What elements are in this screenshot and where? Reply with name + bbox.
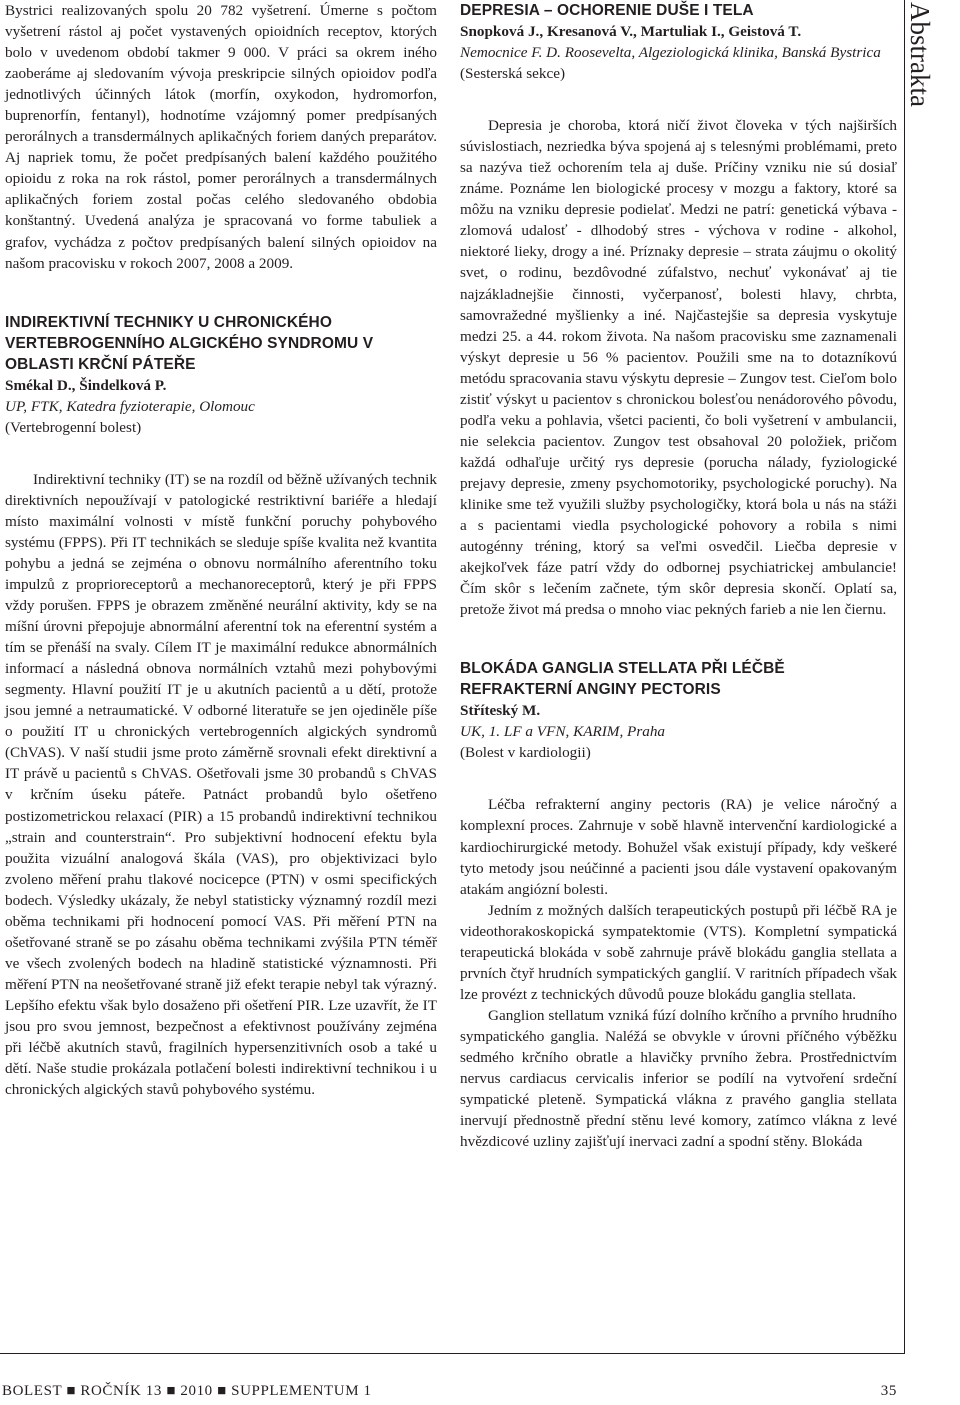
- spacer: [460, 84, 897, 115]
- right-column: [460, 0, 897, 1152]
- page-number: 35: [880, 1383, 897, 1399]
- article-title: DEPRESIA – OCHORENIE DUŠE I TELA: [460, 2, 754, 19]
- footer-rule: [0, 1353, 905, 1354]
- side-tab-label: Abstrakta: [905, 2, 935, 107]
- article-section: (Bolest v kardiologii): [460, 744, 591, 762]
- side-tab: [904, 0, 960, 1353]
- spacer: [460, 763, 897, 794]
- article-authors: Smékal D., Šindelková P.: [5, 376, 167, 394]
- article-affiliation: Nemocnice F. D. Roosevelta, Algeziologická klinika, Banská Bystrica: [460, 44, 881, 62]
- article-paragraph: Depresia je choroba, ktorá ničí život človeka v tých najširších súvislostiach, nezriedka býva spojená aj s telesnými problémami, preto sa nazýva tiež ochorením tela aj duše. Príčiny vzniku nie sú dosiaľ známe. Poznáme len biologické procesy v mozgu a faktory, ktoré sa môžu na vzniku depresie podielať. Medzi ne patrí: genetická výbava - zlomová udalosť - dlhodobý stres - výchova v rodine - alkohol, niektoré lieky, drogy a iné. Príznaky depresie – strata záujmu o okolitý svet, o rodinu, bezdôvodné zúfalstvo, nechuť vykonávať aj tie najzákladnejšie činnosti, vyčerpanosť, bolesti hlavy, chrbta, samovražedné myšlienky a iné. Najčastejšie sa depresia vyskytuje medzi 25. a 44. rokom života. Na našom pracovisku sme zaznamenali výskyt depresie u 56 % pacientov. Použili sme na to dotazníkovú metódu spracovania stavu výskytu depresie – Zungov test. Cieľom bolo zistiť výskyt u pacientov s chronickou bolesťou nenádorového pôvodu, podľa veku a pohlavia, všetci pacienti, čo boli vyšetrení v ambulancii, nie selekcia pacientov. Zungov test obsahoval 20 položiek, pričom každá odhaľuje určitý rys depresie (porucha nálady, fyziologické prejavy depresie, zmeny psychomotoriky, psychologické poruchy). Na klinike sme tež využili služby psychologičky, ktorá bola u nás na stáži a s pacientami viedla psychologické pohovory a robila s nimi autogénny tréning, ktorý sa veľmi osvedčil. Liečba depresie v akejkoľvek fáze patrí vždy do odbornej psychiatrickej ambulancie! Čím skôr s lečením začnete, tým skôr depresia skončí. Oplatí sa, pretože život má predsa o mnoho viac pekných farieb a nie len čiernu.: [460, 117, 897, 619]
- spacer: [5, 438, 437, 469]
- article-paragraph: Indirektivní techniky (IT) se na rozdíl od běžně užívaných technik direktivních nepoužívají v patologické restriktivní bariéře a hledají místo maximální volnosti v místě funkční poruchy pohybového systému (FPPS). Při IT technikách se sleduje spíše kvalita než kvantita pohybu a jedná se zejména o obnovu normálního aferentního toku impulzů z proprioreceptorů a mechanoreceptorů, který je při FPPS vždy porušen. FPPS je obrazem změněné neurální aktivity, kdy se na míšní úrovni přepojuje abnormální aferentní tok na eferentní systém a tím se přenáší na svaly. Cílem IT je maximální redukce abnormálních informací a následná obnova normálních vztahů mezi pohybovými segmenty. Hlavní použití IT je u akutních pacientů a u dětí, protože jsou jemné a netraumatické. V odborné literatuře se jen ojediněle píše o použití IT u chronických vertebrogenních algických syndromů (ChVAS). V naší studii jsme proto záměrně srovnali efekt direktivní a IT právě u pacientů s ChVAS. Ošetřovali jsme 30 probandů s ChVAS v krčním úseku páteře. Patnáct probandů bylo ošetřeno postizometrickou relaxací (PIR) a 15 probandů indirektivní technikou „strain and counterstrain“. Pro subjektivní hodnocení efektu byla použita vizuální analogová škála (VAS), pro objektivizaci bylo zvoleno měření prahu tlakové nocicepce (PTN) v osmi specifických bodech. Výsledky ukázaly, že nebyl statisticky významný rozdíl mezi oběma technikami při hodnocení pomocí VAS. Při měření PTN na ošetřované straně se po zásahu oběma technikami zvýšila PTN téměř ve všech zvolených bodech na hladině statistické významnosti. Při měření PTN na neošetřované straně již efekt terapie nebyl tak výrazný. Lepšího efektu však bylo dosaženo při ošetření PIR. Lze uzavřít, že IT jsou pro svou jemnost, bezpečnost a efektivnost používány zejména při léčbě akutních stavů, fragilních hypersenzitivních osob a také u dětí. Naše studie prokázala potlačení bolesti indirektivní technikou i u chronických algických stavů pohybového systému.: [5, 470, 437, 1099]
- continued-paragraph: Bystrici realizovaných spolu 20 782 vyšetrení. Úmerne s počtom vyšetrení rástol aj počet vystavených opioidních receptov, ktorých bolo v uvedenom období takmer 9 000. V práci sa okrem iného zaoberáme aj sledovaním vývoja preskripcie silných opioidov podľa jednotlivých účinných látok (morfín, oxykodon, hydromorfon, buprenorfín, fentanyl), hodnotíme vzájomný pomer predpísaných perorálnych a transdermálnych aplikačných foriem daných preparátov. Aj napriek tomu, že počet predpísaných balení každého použitého opioidu z roka na rok rástol, pomer perorálnych a transdermálnych aplikačných foriem zostal počas celého sledovaného obdobia konštantný. Uvedená analýza je spracovaná vo forme tabuliek a grafov, vychádza z počtov predpísaných balení silných opioidov na našom pracovisku v rokoch 2007, 2008 a 2009.: [5, 2, 437, 272]
- spacer: [5, 274, 437, 312]
- article-depresia: [460, 0, 897, 620]
- article-blokada-ganglia: [460, 658, 897, 1152]
- article-affiliation: UK, 1. LF a VFN, KARIM, Praha: [460, 723, 666, 741]
- article-paragraph: Jedním z možných dalších terapeutických postupů při léčbě RA je videothorakoskopická sympatektomie (VTS). Kompletní sympatická terapeutická blokáda v sobě zahrnuje právě blokádu ganglia stellata a prvních čtyř hrudních sympatických ganglií. V raritních případech však lze provézt z technických důvodů pouze blokádu ganglia stellata.: [460, 901, 897, 1003]
- article-title: INDIREKTIVNÍ TECHNIKY U CHRONICKÉHO VERTEBROGENNÍHO ALGICKÉHO SYNDROMU V OBLASTI KRČNÍ PÁTEŘE: [5, 313, 374, 373]
- footer-journal: BOLEST ■ ROČNÍK 13 ■ 2010 ■ SUPPLEMENTUM 1: [2, 1383, 372, 1399]
- article-authors: Snopková J., Kresanová V., Martuliak I., Geistová T.: [460, 23, 802, 40]
- article-authors: Stříteský M.: [460, 702, 541, 720]
- spacer: [460, 620, 897, 658]
- page-footer: [0, 1383, 897, 1405]
- article-section: (Vertebrogenní bolest): [5, 418, 142, 436]
- article-section: (Sesterská sekce): [460, 65, 565, 83]
- article-paragraph: Léčba refrakterní anginy pectoris (RA) je velice náročný a komplexní proces. Zahrnuje v sobě hlavně intervenční kardiologické a kardiochirurgické metody. Bohužel však existují případy, kdy veškeré tyto metody jsou neúčinné a pacienti jsou dále vystavení opakovaným atakám angiózní bolesti.: [460, 796, 897, 898]
- article-title: BLOKÁDA GANGLIA STELLATA PŘI LÉČBĚ REFRAKTERNÍ ANGINY PECTORIS: [460, 660, 785, 699]
- left-column: [5, 0, 437, 1100]
- article-affiliation: UP, FTK, Katedra fyzioterapie, Olomouc: [5, 397, 255, 415]
- article-indirektivni-techniky: [5, 312, 437, 1101]
- article-paragraph: Ganglion stellatum vzniká fúzí dolního krčního a prvního hrudního sympatického ganglia. Naléžá se obvykle v úrovni příčného výběžku sedmého krčního obratle a hlavičky prvního žebra. Prostřednictvím nervus cardiacus cervicalis inferior se podílí na vytvoření srdeční sympatické pleteně. Sympatická vlákna z pravého ganglia stellata inervují přednostně přední stěnu levé komory, zatímco vlákna z levé hvězdicové uzliny zajišťují inervaci zadní a spodní stěny. Blokáda: [460, 1006, 897, 1151]
